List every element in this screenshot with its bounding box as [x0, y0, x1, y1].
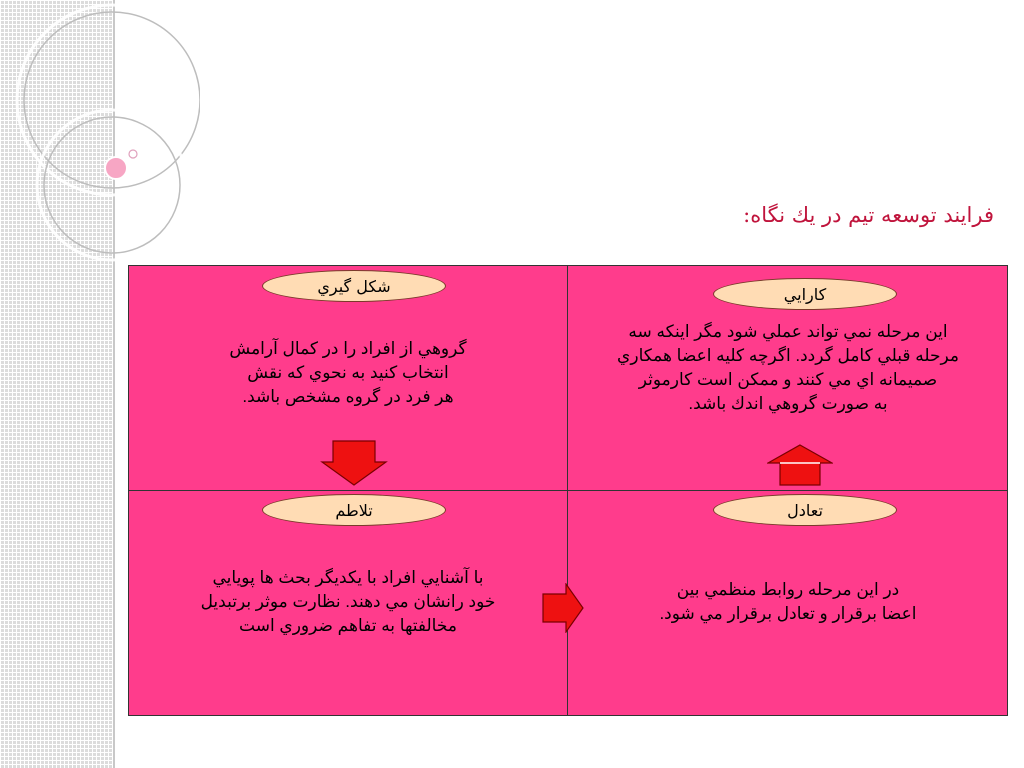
stage-label-norming: تعادل: [713, 494, 897, 526]
text-line: به صورت گروهي اندك باشد.: [688, 394, 888, 413]
stage-label-storming: تلاطم: [262, 494, 446, 526]
stage-label-forming: شكل گيري: [262, 270, 446, 302]
arrow-right-icon: [542, 583, 584, 633]
text-line: هر فرد در گروه مشخص باشد.: [242, 387, 454, 406]
grid-horizontal-divider: [128, 490, 1008, 491]
text-line: مخالفتها به تفاهم ضروري است: [239, 616, 457, 635]
text-line: انتخاب كنيد به نحوي كه نقش: [247, 363, 449, 382]
text-line: در اين مرحله روابط منظمي بين: [676, 580, 900, 599]
stage-text-forming: [128, 337, 568, 409]
text-line: مرحله قبلي كامل گردد. اگرچه كليه اعضا همكاري: [617, 346, 959, 365]
small-dot-icon: [129, 150, 137, 158]
stage-text-norming: [568, 578, 1008, 626]
text-line: گروهي از افراد را در كمال آرامش: [229, 339, 467, 358]
arrow-up-icon: [767, 444, 833, 486]
stage-text-storming: [128, 566, 568, 638]
stage-label-performing: كارايي: [713, 278, 897, 310]
stage-text-performing: [568, 320, 1008, 416]
text-line: با آشنايي افراد با يكديگر بحث ها پويايي: [212, 568, 484, 587]
slide-title: فرايند توسعه تيم در يك نگاه:: [743, 203, 994, 227]
arrow-down-icon: [320, 440, 388, 486]
text-line: اعضا برقرار و تعادل برقرار مي شود.: [659, 604, 917, 623]
text-line: اين مرحله نمي تواند عملي شود مگر اينكه سه: [628, 322, 948, 341]
deco-circle-small-inner: [44, 117, 180, 253]
pink-dot-icon: [105, 157, 127, 179]
deco-circle-small: [37, 110, 187, 260]
text-line: صميمانه اي مي كنند و ممكن است كارموثر: [638, 370, 938, 389]
decorative-circles: [0, 0, 200, 300]
text-line: خود رانشان مي دهند. نظارت موثر برتبديل: [200, 592, 496, 611]
